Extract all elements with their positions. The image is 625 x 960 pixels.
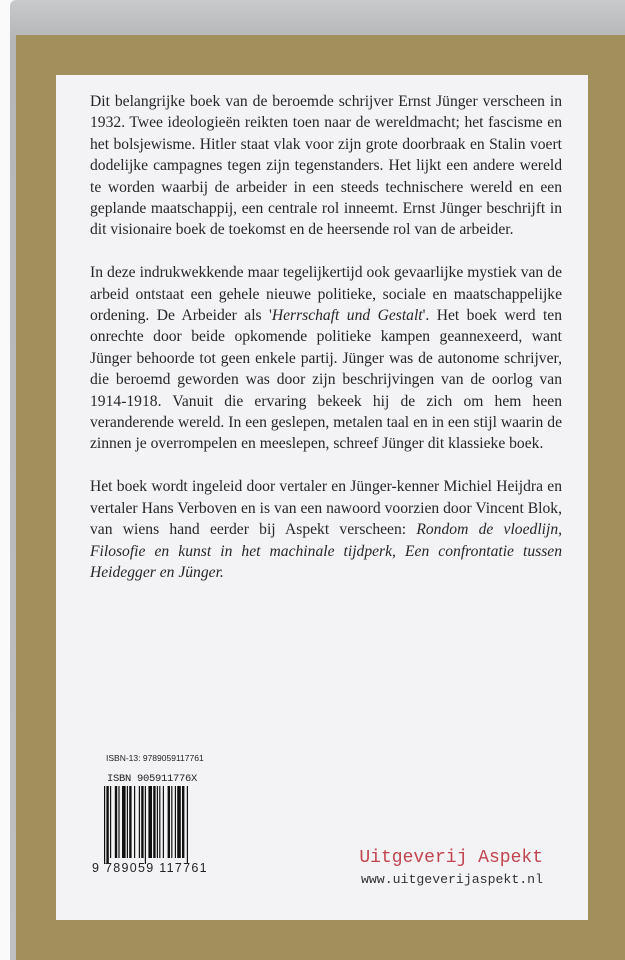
barcode: [104, 786, 216, 864]
barcode-bar: [122, 786, 126, 858]
barcode-bar: [182, 786, 184, 858]
barcode-bar: [141, 786, 143, 858]
work-title: Herrschaft und Gestalt: [271, 307, 423, 325]
isbn-10: ISBN 905911776X: [107, 773, 198, 785]
paragraph-1: Dit belangrijke boek van de beroemde schrijver Ernst Jünger verscheen in 1932. Twee ideologieën reikten toen naar de wereldmacht; het fascisme en het bolsjewisme. Hitler staat vlak voor zijn grote doorbraak en Stalin voert dodelijke campagnes tegen zijn tegenstanders. Het lijkt een andere wereld te worden waarbij de arbeider in een steeds technischere wereld en een geplande maatschappij, een centrale rol inneemt. Ernst Jünger beschrijft in dit visionaire boek de toekomst en de heersende rol van de arbeider.: [90, 93, 562, 239]
paragraph-3: [90, 476, 562, 583]
barcode-bar: [159, 786, 160, 858]
barcode-bar: [145, 786, 146, 864]
barcode-bar: [168, 786, 170, 858]
publisher-name: Uitgeverij Aspekt: [359, 848, 543, 868]
book-titles: Rondom de vloedlijn, Filosofie en kunst in het machinale tijdperk, Een confrontatie tussen Heidegger en Jünger.: [90, 521, 563, 581]
publisher-url[interactable]: www.uitgeverijaspekt.nl: [360, 872, 543, 887]
barcode-bar: [115, 786, 117, 858]
barcode-bar: [187, 786, 188, 864]
barcode-bar: [153, 786, 155, 858]
barcode-bar: [157, 786, 158, 858]
barcode-bar: [110, 786, 111, 858]
barcode-bar: [104, 786, 105, 864]
barcode-bar: [148, 786, 152, 858]
barcode-bar: [175, 786, 176, 858]
barcode-bar: [127, 786, 128, 858]
paragraph-2: [90, 262, 562, 455]
barcode-bar: [171, 786, 172, 858]
barcode-bar: [163, 786, 164, 858]
barcode-bar: [134, 786, 135, 858]
ean-digits: 9 789059 117761: [92, 861, 208, 875]
paragraph-2-text: In deze indrukwekkende maar tegelijkertijd ook gevaarlijke mystiek van de arbeid ontstaat een gehele nieuwe politieke, sociale en maatschappelijke ordening. De Arbeider als ': [90, 264, 562, 325]
paragraph-2-text: '. Het boek werd ten onrechte door beide opkomende politieke kampen geannexeerd, want Jünger behoorde tot geen enkele partij. Jünger was de autonome schrijver, die beroemd geworden was door zijn beschrijvingen van de oorlog van 1914-1918. Vanuit die ervaring bekeek hij de zich om hem heen veranderende wereld. In een geslepen, metalen taal en in een stijl waarin de zinnen je overrompelen en meeslepen, schreef Jünger dit klassieke boek.: [90, 307, 562, 453]
barcode-bar: [106, 786, 108, 864]
blurb: [90, 91, 562, 605]
barcode-bar: [177, 786, 181, 858]
barcode-bar: [129, 786, 131, 858]
barcode-bar: [139, 786, 140, 858]
paragraph-3-text: Het boek wordt ingeleid door vertaler en Jünger-kenner Michiel Heijdra en vertaler Hans Verboven en is van een nawoord voorzien door Vincent Blok, van wiens hand eerder bij Aspekt verscheen:: [90, 478, 562, 539]
barcode-bar: [118, 786, 119, 858]
isbn-13: ISBN-13: 9789059117761: [106, 753, 204, 763]
